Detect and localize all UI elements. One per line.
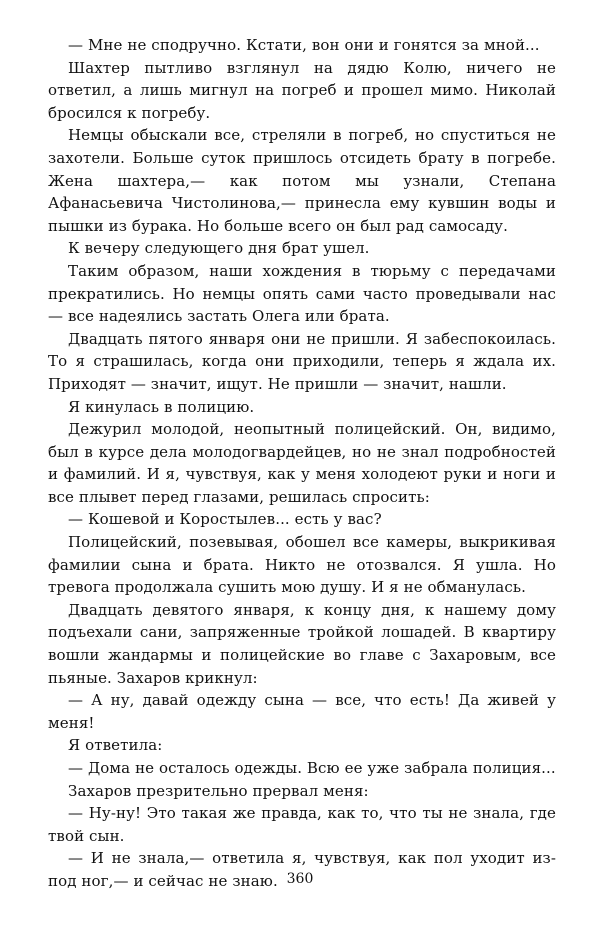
paragraph-15: Захаров презрительно прервал меня: [68, 781, 369, 800]
paragraph-3: Немцы обыскали все, стреляли в погреб, но спуститься не захотели. Больше суток пришлось отсидеть брату в погребе. Жена шахтера,— как потом мы узнали, Степана Афанасьевича Чистолинова,— принесла ему кувшин воды и пышки из бурака. Но больше всего он был рад самосаду. [48, 126, 556, 235]
paragraph-13: Я ответила: [68, 736, 163, 755]
paragraph-12: — А ну, давай одежду сына — все, что есть! Да живей у меня! [48, 691, 556, 732]
paragraph-8: Дежурил молодой, неопытный полицейский. Он, видимо, был в курсе дела молодогвардейцев, но не знал подробностей и фамилий. И я, чувствуя, как у меня холодеют руки и ноги и все плывет перед глазами, решилась спросить: [48, 420, 556, 506]
paragraph-11: Двадцать девятого января, к концу дня, к нашему дому подъехали сани, запряженные тройкой лошадей. В квартиру вошли жандармы и полицейские во главе с Захаровым, все пьяные. Захаров крикнул: [48, 600, 556, 687]
paragraph-16: — Ну-ну! Это такая же правда, как то, что ты не знала, где твой сын. [48, 804, 556, 845]
paragraph-7: Я кинулась в полицию. [68, 397, 255, 416]
paragraph-9: — Кошевой и Коростылев... есть у вас? [68, 510, 382, 529]
paragraph-5: Таким образом, наши хождения в тюрьму с передачами прекратились. Но немцы опять сами часто проведывали нас — все надеялись застать Олега или брата. [48, 261, 556, 326]
paragraph-17: — И не знала,— ответила я, чувствуя, как пол уходит из-под ног,— и сейчас не знаю. [48, 849, 556, 890]
paragraph-6: Двадцать пятого января они не пришли. Я забеспокоилась. То я страшилась, когда они приходили, теперь я ждала их. Приходят — значит, ищут. Не пришли — значит, нашли. [48, 329, 556, 393]
page-number: 360 [286, 871, 314, 887]
paragraph-14: — Дома не осталось одежды. Всю ее уже забрала полиция... [68, 759, 556, 777]
paragraph-1: — Мне не сподручно. Кстати, вон они и гонятся за мной... [68, 36, 540, 54]
page-body [48, 34, 556, 893]
paragraph-2: Шахтер пытливо взглянул на дядю Колю, ничего не ответил, а лишь мигнул на погреб и прошел мимо. Николай бросился к погребу. [48, 58, 556, 122]
paragraph-4: К вечеру следующего дня брат ушел. [68, 239, 370, 258]
paragraph-10: Полицейский, позевывая, обошел все камеры, выкрикивая фамилии сына и брата. Никто не отозвался. Я ушла. Но тревога продолжала сушить мою душу. И я не обманулась. [48, 533, 556, 597]
